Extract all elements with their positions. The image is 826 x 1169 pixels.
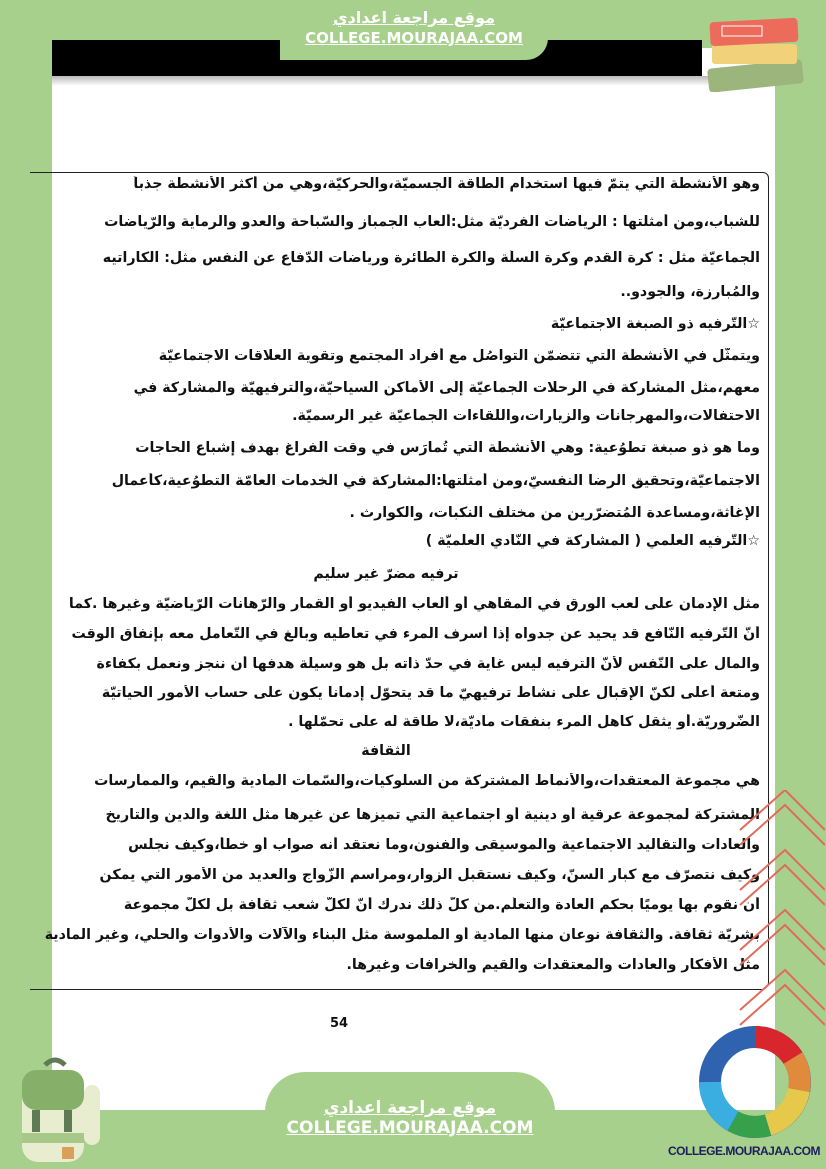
text-line: هي مجموعة المعتقدات،والأنماط المشتركة من السلوكيات،والسّمات المادية والقيم، والممارسات (94, 773, 760, 789)
text-line: وكيف نتصرّف مع كبار السنّ، وكيف نستقبل الزوار،ومراسم الزّواج والعديد من الأمور التي يمكن (99, 867, 760, 883)
text-line: المشتركة لمجموعة عرقية أو دينية أو اجتماعية التي تميزها عن غيرها مثل اللغة والدين والتاريخ (105, 807, 760, 823)
text-line: للشباب،ومن أمثلتها : الرياضات الفرديّة مثل:ألعاب الجمباز والسّباحة والعدو والرماية والرّياضات (104, 214, 760, 230)
subjects-wheel-icon (693, 1020, 823, 1140)
watermark-bottom-arabic: موقع مراجعة اعدادي (323, 1098, 497, 1118)
watermark-top (280, 0, 548, 60)
text-line: وما هو ذو صبغة تطوُعية: وهي الأنشطة التي تُمارَس في وقت الفراغ بهدف إشباع الحاجات (135, 440, 760, 456)
text-line: الاجتماعيّة،وتحقيق الرضا النفسيّ،ومن أمثلتها:المشاركة في الخدمات العامّة التطوُعية،كأعمال (111, 473, 760, 489)
text-line: الضّروريّة.أو يثقل كاهل المرء بنفقات ماديّة،لا طاقة له على تحمّلها . (288, 714, 760, 730)
text-line: أنّ التّرفيه النّافع قد يحيد عن جدواه إذا أسرف المرء في تعاطيه وبالغ في التّعامل معه بإنفاق الوقت (71, 626, 760, 642)
scan-shadow-fade (52, 76, 752, 86)
text-line: ومتعة أعلى لكنّ الإقبال على نشاط ترفيهيّ ما قد يتحوّل إدمانا يكون على حساب الأمور الحياتيّة (101, 685, 760, 701)
text-line: والعادات والتقاليد الاجتماعية والموسيقى والفنون،وما نعتقد أنه صواب أو خطأ،وكيف نجلس (128, 837, 760, 853)
text-line: والمال على النّفس لأنّ الترفيه ليس غاية في حدّ ذاته بل هو وسيلة هدفها أن ننجز ونعمل بكفاءة (96, 656, 760, 672)
page-number: 54 (330, 1016, 349, 1031)
section-title: الثقافة (361, 743, 411, 759)
section-title: ترفيه مضرّ غير سليم (313, 566, 459, 582)
watermark-bottom (265, 1072, 555, 1169)
chevron-decoration-icon (735, 790, 825, 1030)
text-line: مثل الأفكار والعادات والمعتقدات والقيم والخرافات وغيرها. (346, 957, 760, 973)
section-heading: ☆التّرفيه ذو الصبغة الاجتماعيّة (550, 316, 760, 332)
text-line: أن نقوم بها يوميًا بحكم العادة والتعلّم.من كلّ ذلك ندرك أنّ لكلّ شعب ثقافة بل لكلّ مجموعة (123, 897, 760, 913)
text-line: والمُبارزة، والجودو.. (620, 284, 760, 300)
text-line: الجماعيّة مثل : كرة القدم وكرة السلّة والكرة الطائرة ورياضات الدّفاع عن النفس مثل: الكاراتيه (102, 250, 760, 266)
text-line: الاحتفالات،والمهرجانات والزيارات،واللقاءات الجماعيّة غير الرسميّة. (292, 408, 760, 424)
text-line: الإغاثة،ومساعدة المُتضرّرين من مختلف النكبات، والكوارث . (349, 505, 760, 521)
backpack-icon (10, 1055, 110, 1165)
watermark-top-url[interactable]: COLLEGE.MOURAJAA.COM (305, 29, 523, 47)
text-line: وهو الأنشطة التي يتمّ فيها استخدام الطاقة الجسميّة،والحركيّة،وهي من أكثر الأنشطة جذباً (133, 176, 760, 192)
books-icon (700, 12, 820, 92)
text-line: ويتمثّل في الأنشطة التي تتضمّن التواصُل مع أفراد المجتمع وتقوية العلاقات الاجتماعيّة (158, 348, 760, 364)
section-heading: ☆التّرفيه العلمي ( المشاركة في النّادي العلميّة ) (425, 533, 760, 549)
text-line: بشريّة ثقافة. والثقافة نوعان منها المادية أو الملموسة مثل البناء والآلات والأدوات والحلي، وغير المادية (44, 927, 760, 943)
text-line: معهم،مثل المشاركة في الرحلات الجماعيّة إلى الأماكن السياحيّة،والترفيهيّة والمشاركة في (133, 380, 760, 396)
text-line: مثل الإدمان على لعب الورق في المقاهي أو ألعاب الفيديو أو القمار والرّهانات الرّياضيّة وغيرها .كما (68, 596, 760, 612)
watermark-bottom-url[interactable]: COLLEGE.MOURAJAA.COM (286, 1118, 534, 1138)
watermark-top-arabic: موقع مراجعة اعدادي (332, 8, 496, 27)
watermark-corner-url[interactable]: COLLEGE.MOURAJAA.COM (668, 1144, 820, 1158)
